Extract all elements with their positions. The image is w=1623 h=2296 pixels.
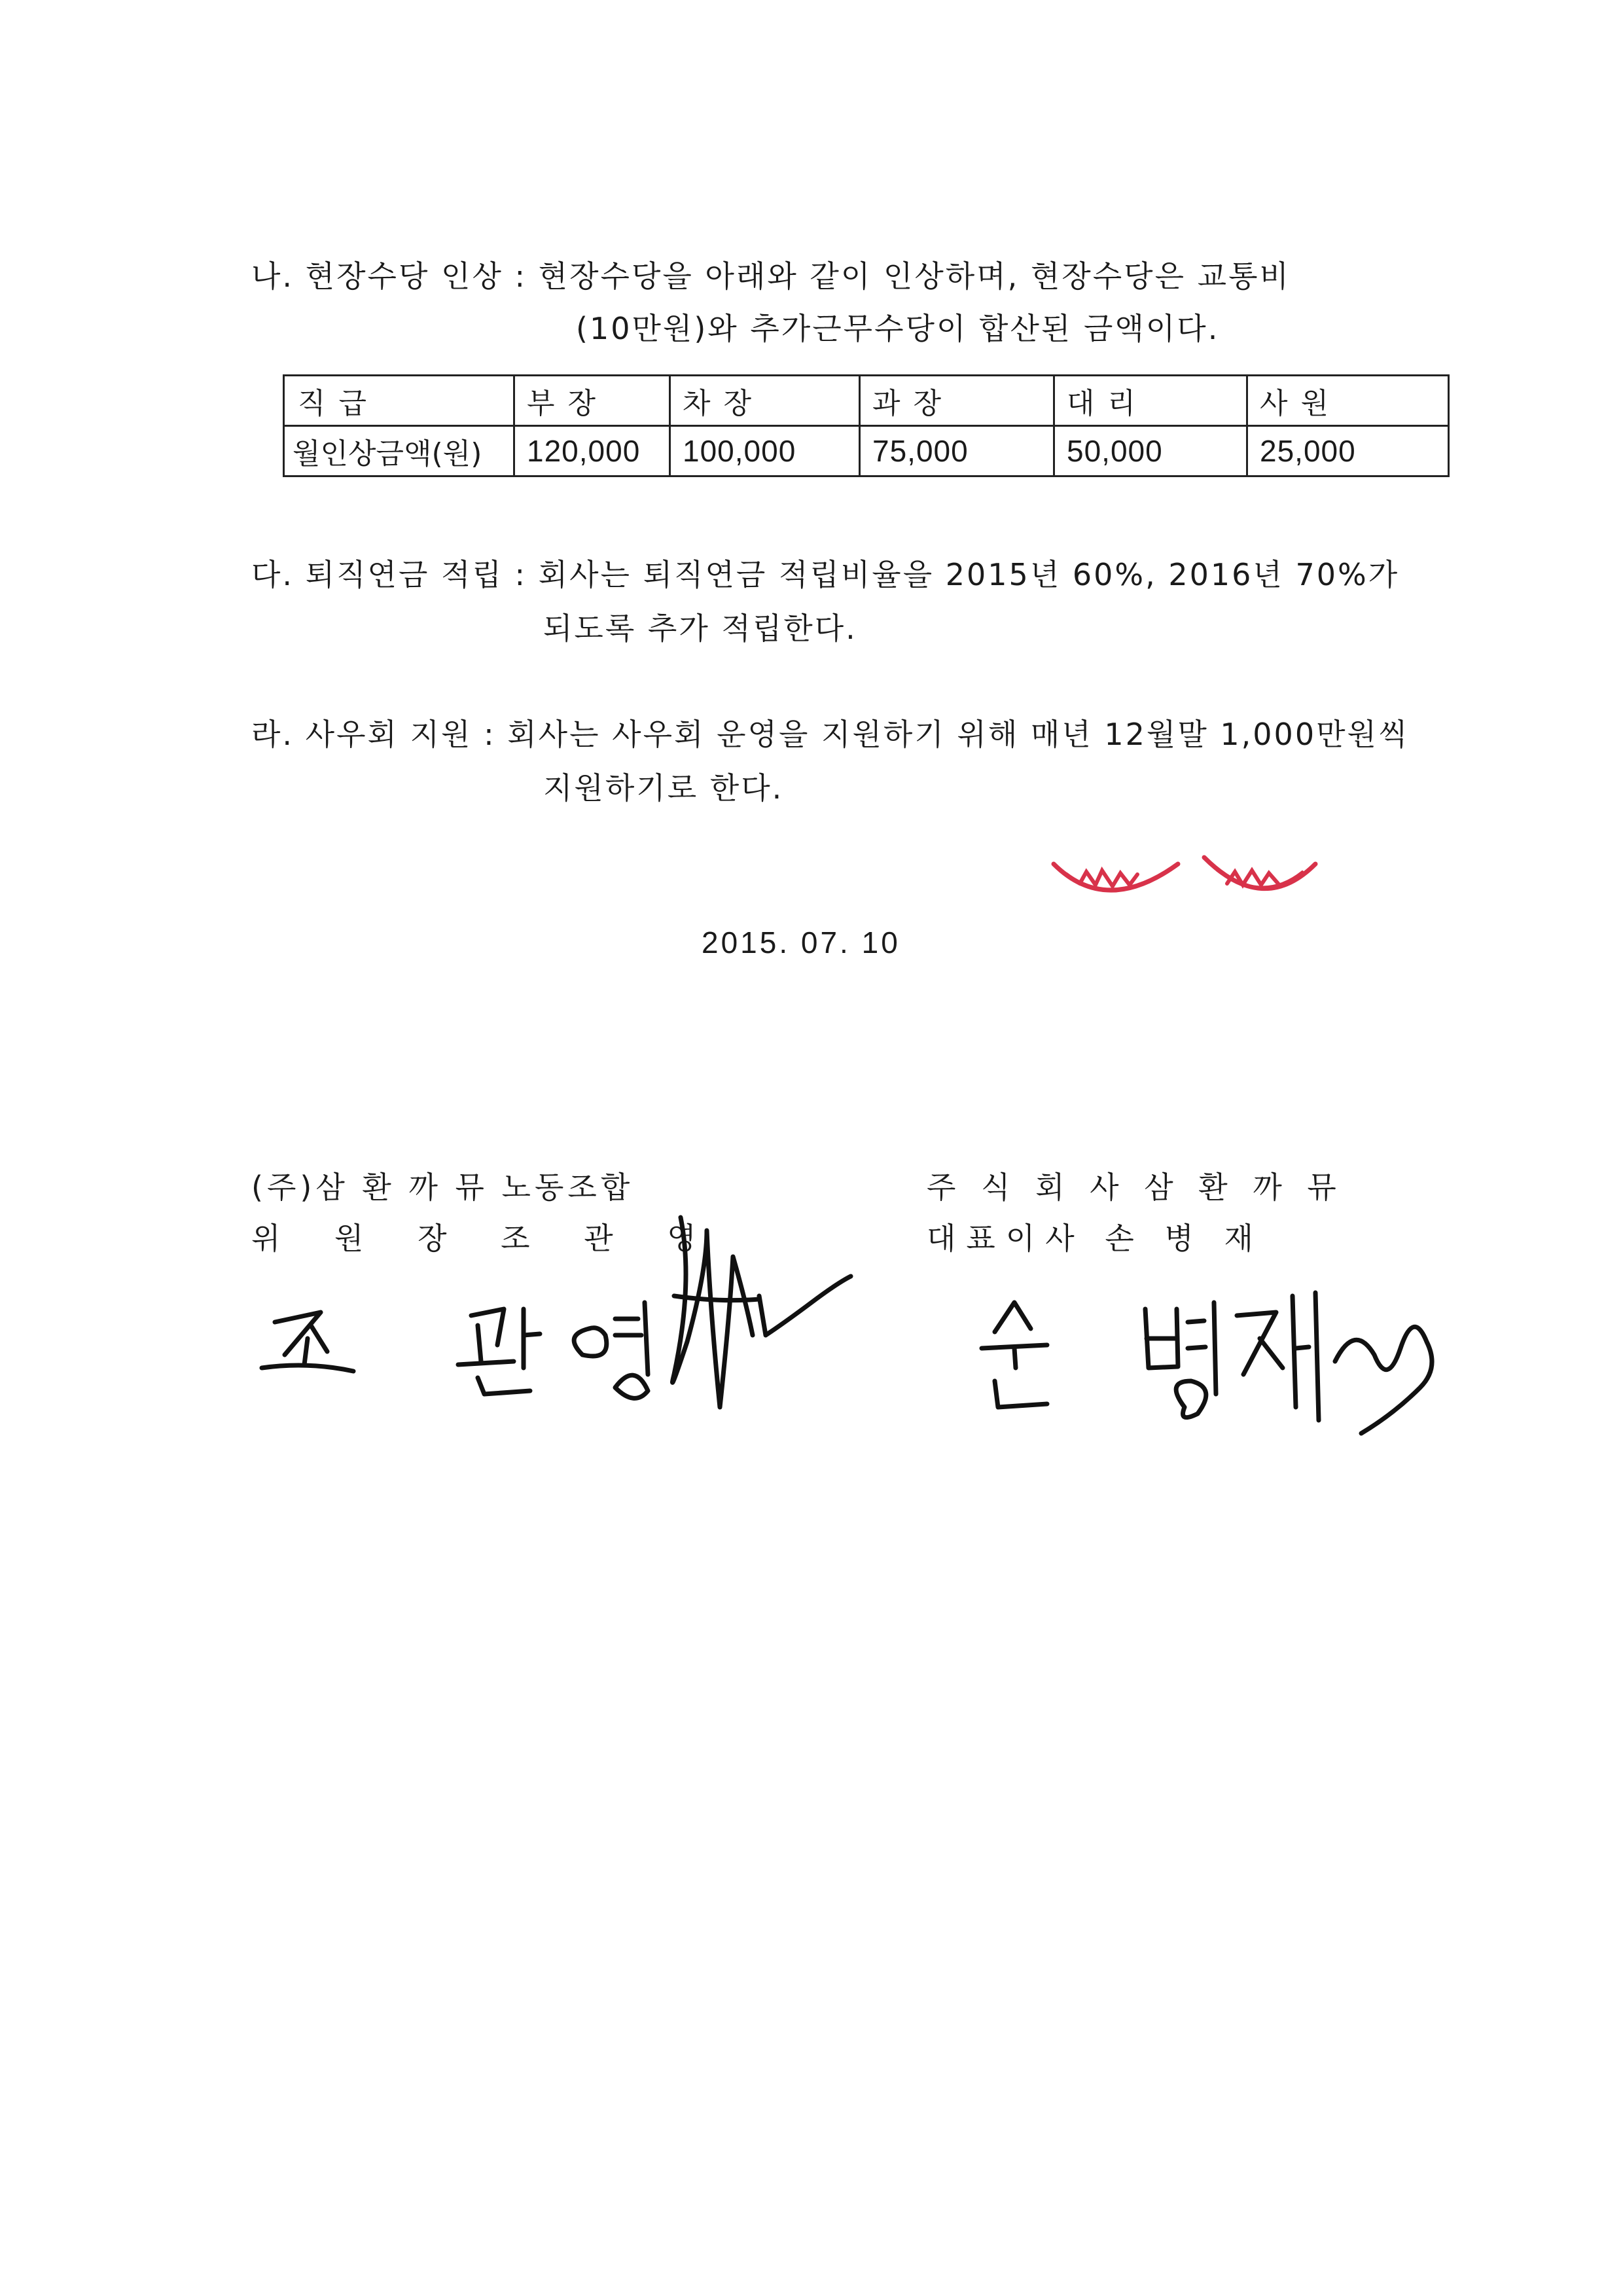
company-seal-stamp — [1041, 838, 1329, 929]
value-cell-gwajang: 75,000 — [860, 426, 1054, 476]
header-cell-daeri: 대 리 — [1054, 376, 1247, 426]
agreement-date: 2015. 07. 10 — [702, 925, 901, 960]
union-org-name: (주)삼 환 까 뮤 노동조합 — [251, 1170, 634, 1205]
header-cell-grade: 직 급 — [284, 376, 514, 426]
value-cell-bujang: 120,000 — [514, 426, 670, 476]
table-row — [284, 426, 1449, 476]
union-leader-title-name: 위 원 장 조 관 영 — [251, 1221, 719, 1256]
header-cell-chajang: 차 장 — [670, 376, 860, 426]
value-cell-sawon: 25,000 — [1247, 426, 1449, 476]
union-leader-signature — [249, 1204, 864, 1414]
section-da-line2: 되도록 추가 적립한다. — [543, 611, 857, 646]
allowance-table — [283, 374, 1450, 477]
section-da-line1: 다. 퇴직연금 적립 : 회사는 퇴직연금 적립비율을 2015년 60%, 2016년 70%가 — [251, 557, 1400, 592]
header-cell-sawon: 사 원 — [1247, 376, 1449, 426]
section-na-line2: (10만원)와 추가근무수당이 합산된 금액이다. — [576, 311, 1220, 346]
section-ra-line1: 라. 사우회 지원 : 회사는 사우회 운영을 지원하기 위해 매년 12월말 1,000만원씩 — [251, 717, 1410, 752]
header-cell-gwajang: 과 장 — [860, 376, 1054, 426]
ceo-signature — [969, 1283, 1453, 1440]
section-ra-line2: 지원하기로 한다. — [543, 770, 784, 806]
row-label-cell: 월인상금액(원) — [284, 426, 514, 476]
section-na-line1: 나. 현장수당 인상 : 현장수당을 아래와 같이 인상하며, 현장수당은 교통비 — [251, 259, 1291, 294]
value-cell-chajang: 100,000 — [670, 426, 860, 476]
header-cell-bujang: 부 장 — [514, 376, 670, 426]
value-cell-daeri: 50,000 — [1054, 426, 1247, 476]
table-header-row — [284, 376, 1449, 426]
company-org-name: 주 식 회 사 삼 환 까 뮤 — [927, 1170, 1344, 1205]
company-ceo-title-name: 대표이사 손 병 재 — [927, 1221, 1264, 1256]
